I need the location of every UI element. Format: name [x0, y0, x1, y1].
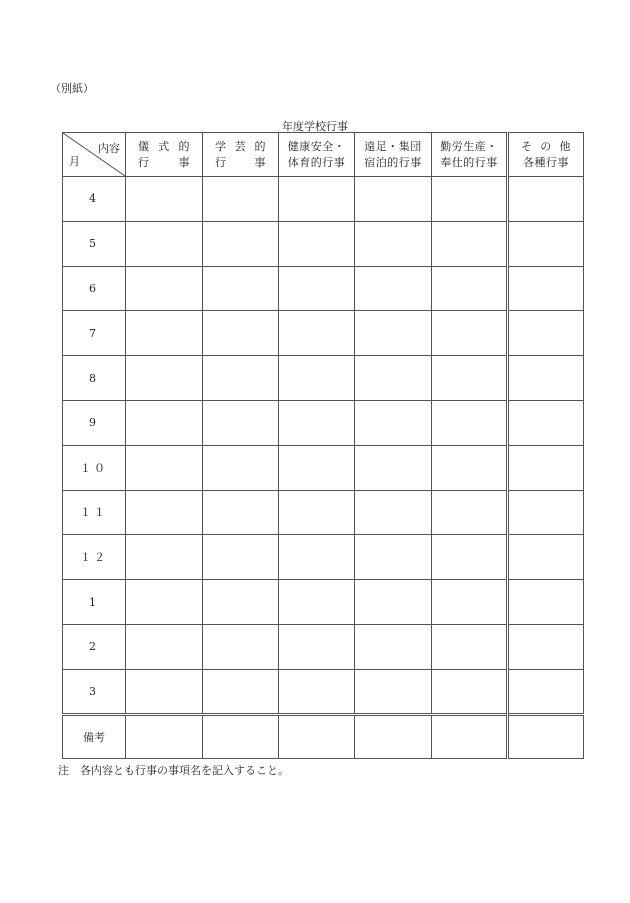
table-cell[interactable]	[508, 624, 584, 669]
header-excursion: 遠足・集団 宿泊的行事	[355, 133, 432, 177]
table-cell[interactable]	[508, 311, 584, 356]
month-label: 1	[63, 580, 126, 625]
table-row	[63, 356, 584, 401]
document-title: 年度学校行事	[282, 120, 348, 133]
table-row	[63, 624, 584, 669]
month-label: 3	[63, 669, 126, 714]
table-cell[interactable]	[279, 580, 355, 625]
table-cell[interactable]	[432, 490, 508, 535]
table-cell[interactable]	[432, 445, 508, 490]
table-cell[interactable]	[355, 311, 432, 356]
header-other: そ の 他 各種行事	[508, 133, 584, 177]
table-cell[interactable]	[355, 580, 432, 625]
table-cell[interactable]	[203, 714, 279, 758]
header-cultural: 学 芸 的 行 事	[203, 133, 279, 177]
table-cell[interactable]	[203, 311, 279, 356]
table-cell[interactable]	[508, 669, 584, 714]
table-cell[interactable]	[355, 221, 432, 266]
corner-label-content: 内容	[98, 142, 120, 155]
month-label: 4	[63, 177, 126, 222]
table-cell[interactable]	[432, 624, 508, 669]
table-cell[interactable]	[126, 580, 203, 625]
table-cell[interactable]	[203, 177, 279, 222]
table-cell[interactable]	[279, 400, 355, 445]
table-cell[interactable]	[508, 266, 584, 311]
table-cell[interactable]	[432, 669, 508, 714]
table-row	[63, 490, 584, 535]
header-health-sports: 健康安全・ 体育的行事	[279, 133, 355, 177]
table-cell[interactable]	[432, 266, 508, 311]
table-cell[interactable]	[355, 400, 432, 445]
table-row	[63, 535, 584, 580]
table-cell[interactable]	[126, 266, 203, 311]
table-cell[interactable]	[279, 266, 355, 311]
table-cell[interactable]	[355, 624, 432, 669]
table-cell[interactable]	[203, 580, 279, 625]
table-cell[interactable]	[355, 669, 432, 714]
table-cell[interactable]	[126, 356, 203, 401]
table-cell[interactable]	[432, 580, 508, 625]
table-cell[interactable]	[355, 177, 432, 222]
table-cell[interactable]	[126, 669, 203, 714]
table-cell[interactable]	[203, 266, 279, 311]
table-row	[63, 266, 584, 311]
table-cell[interactable]	[355, 535, 432, 580]
table-cell[interactable]	[508, 490, 584, 535]
table-cell[interactable]	[203, 400, 279, 445]
table-cell[interactable]	[203, 624, 279, 669]
table-cell[interactable]	[126, 311, 203, 356]
table-cell[interactable]	[126, 490, 203, 535]
table-cell[interactable]	[279, 535, 355, 580]
table-cell[interactable]	[203, 356, 279, 401]
header-row	[63, 133, 584, 177]
table-cell[interactable]	[432, 177, 508, 222]
table-row	[63, 580, 584, 625]
table-cell[interactable]	[508, 177, 584, 222]
remarks-row	[63, 714, 584, 758]
table-cell[interactable]	[432, 400, 508, 445]
table-cell[interactable]	[508, 580, 584, 625]
table-cell[interactable]	[126, 177, 203, 222]
attachment-label: （別紙）	[50, 82, 94, 95]
table-cell[interactable]	[508, 356, 584, 401]
header-ceremonial: 儀 式 的 行 事	[126, 133, 203, 177]
table-cell[interactable]	[279, 445, 355, 490]
table-row	[63, 177, 584, 222]
month-label: １０	[63, 445, 126, 490]
table-cell[interactable]	[432, 714, 508, 758]
table-cell[interactable]	[203, 490, 279, 535]
table-cell[interactable]	[508, 535, 584, 580]
table-cell[interactable]	[508, 714, 584, 758]
table-cell[interactable]	[279, 356, 355, 401]
table-cell[interactable]	[355, 356, 432, 401]
month-label: 9	[63, 400, 126, 445]
table-cell[interactable]	[126, 624, 203, 669]
table-cell[interactable]	[355, 266, 432, 311]
remarks-label: 備考	[63, 714, 126, 758]
table-cell[interactable]	[355, 490, 432, 535]
month-label: 6	[63, 266, 126, 311]
month-label: 2	[63, 624, 126, 669]
month-label: １２	[63, 535, 126, 580]
month-label: 8	[63, 356, 126, 401]
header-labor-service: 勤労生産・ 奉仕的行事	[432, 133, 508, 177]
table-cell[interactable]	[355, 714, 432, 758]
table-cell[interactable]	[279, 311, 355, 356]
table-cell[interactable]	[279, 669, 355, 714]
table-row	[63, 400, 584, 445]
table-cell[interactable]	[126, 445, 203, 490]
table-cell[interactable]	[126, 535, 203, 580]
corner-header-cell	[63, 133, 126, 177]
table-cell[interactable]	[279, 624, 355, 669]
month-label: １１	[63, 490, 126, 535]
table-cell[interactable]	[203, 221, 279, 266]
event-schedule-table	[62, 132, 584, 759]
table-row	[63, 669, 584, 714]
table-cell[interactable]	[432, 356, 508, 401]
table-row	[63, 445, 584, 490]
table-cell[interactable]	[432, 535, 508, 580]
table-row	[63, 311, 584, 356]
table-cell[interactable]	[508, 221, 584, 266]
table-row	[63, 221, 584, 266]
table-cell[interactable]	[126, 400, 203, 445]
table-cell[interactable]	[279, 221, 355, 266]
table-cell[interactable]	[279, 490, 355, 535]
footnote: 注 各内容とも行事の事項名を記入すること。	[58, 764, 289, 777]
table-cell[interactable]	[126, 714, 203, 758]
table-cell[interactable]	[508, 445, 584, 490]
month-label: 7	[63, 311, 126, 356]
table-cell[interactable]	[508, 400, 584, 445]
corner-label-month: 月	[69, 155, 80, 168]
month-label: 5	[63, 221, 126, 266]
table-cell[interactable]	[203, 669, 279, 714]
table-cell[interactable]	[126, 221, 203, 266]
table-cell[interactable]	[432, 221, 508, 266]
table-cell[interactable]	[432, 311, 508, 356]
table-cell[interactable]	[203, 535, 279, 580]
table-cell[interactable]	[279, 714, 355, 758]
table-cell[interactable]	[279, 177, 355, 222]
table-cell[interactable]	[203, 445, 279, 490]
table-cell[interactable]	[355, 445, 432, 490]
